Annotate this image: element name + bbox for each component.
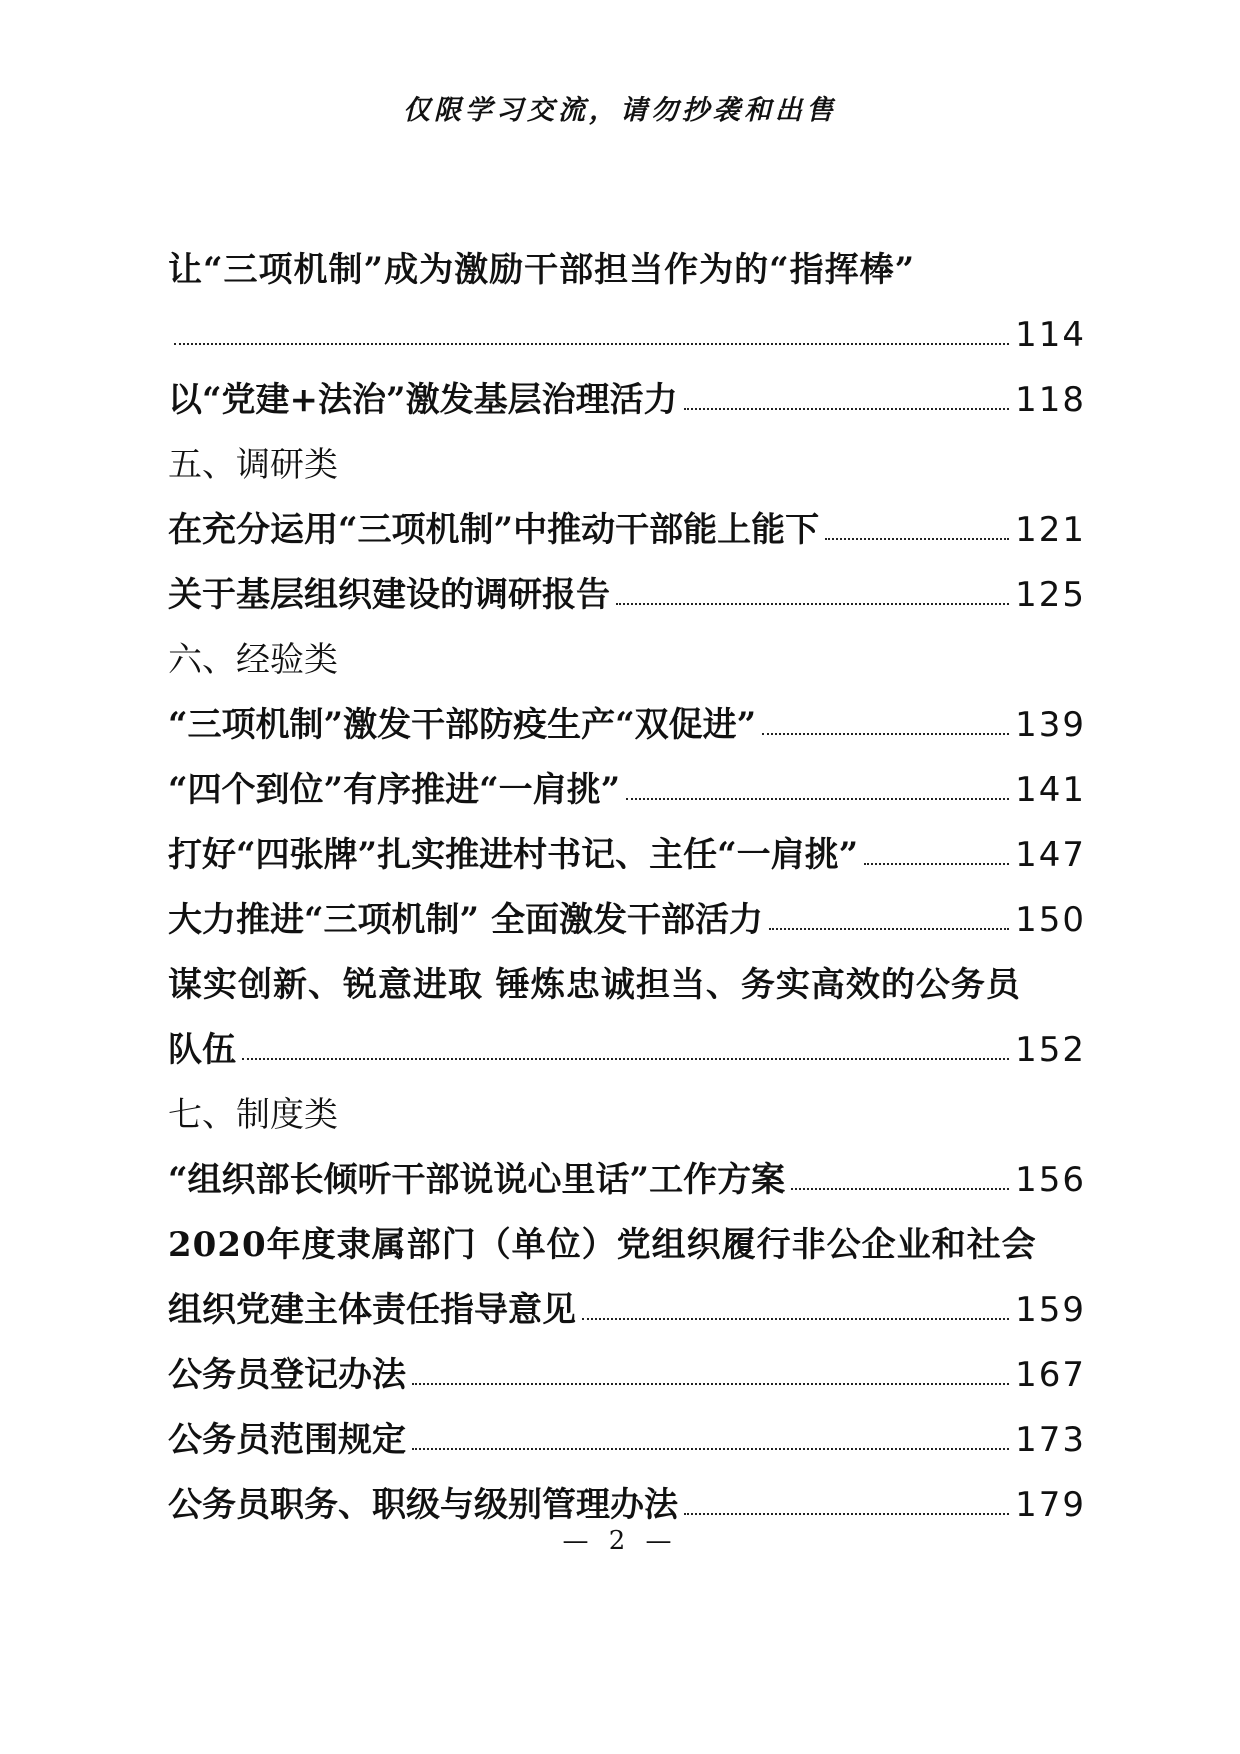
toc-entry — [168, 547, 1086, 615]
dot-leader — [412, 1448, 1009, 1450]
toc-entry — [168, 1327, 1086, 1395]
entry-page-number: 125 — [1015, 575, 1086, 615]
entry-page-number: 173 — [1015, 1420, 1086, 1460]
toc-entry — [168, 1132, 1086, 1200]
entry-title: 大力推进“三项机制” 全面激发干部活力 — [168, 900, 763, 940]
entry-title: 队伍 — [168, 1030, 236, 1070]
dot-leader — [825, 538, 1009, 540]
entry-page-number: 121 — [1015, 510, 1086, 550]
entry-page-number: 118 — [1015, 380, 1086, 420]
dot-leader — [616, 603, 1009, 605]
entry-title: “四个到位”有序推进“一肩挑” — [168, 770, 621, 810]
entry-page-number: 179 — [1015, 1485, 1086, 1525]
toc-section-heading — [168, 1067, 1086, 1135]
section-title: 七、制度类 — [168, 1095, 338, 1135]
entry-title: 在充分运用“三项机制”中推动干部能上能下 — [168, 510, 820, 550]
toc-section-heading — [168, 417, 1086, 485]
toc-entry — [168, 1392, 1086, 1460]
section-title: 六、经验类 — [168, 640, 338, 680]
entry-title: 2020年度隶属部门（单位）党组织履行非公企业和社会 — [168, 1225, 1037, 1265]
entry-title: 以“党建+法治”激发基层治理活力 — [168, 380, 678, 420]
toc-entry — [168, 807, 1086, 875]
dot-leader — [791, 1188, 1009, 1190]
dot-leader — [242, 1058, 1009, 1060]
toc-entry — [168, 287, 1086, 355]
entry-page-number: 150 — [1015, 900, 1086, 940]
entry-title: “组织部长倾听干部说说心里话”工作方案 — [168, 1160, 786, 1200]
dot-leader — [174, 343, 1009, 345]
toc-entry — [168, 1457, 1086, 1525]
toc-entry — [168, 872, 1086, 940]
entry-page-number: 139 — [1015, 705, 1086, 745]
toc-entry — [168, 482, 1086, 550]
toc-entry-line — [168, 1197, 1086, 1265]
entry-title: 组织党建主体责任指导意见 — [168, 1290, 576, 1330]
entry-title: 关于基层组织建设的调研报告 — [168, 575, 610, 615]
toc-entry — [168, 677, 1086, 745]
dot-leader — [412, 1383, 1009, 1385]
toc-section-heading — [168, 612, 1086, 680]
entry-page-number: 152 — [1015, 1030, 1086, 1070]
entry-title: 公务员登记办法 — [168, 1355, 406, 1395]
entry-title: 公务员职务、职级与级别管理办法 — [168, 1485, 678, 1525]
toc-entry-line — [168, 937, 1086, 1005]
dot-leader — [864, 863, 1009, 865]
dot-leader — [684, 408, 1009, 410]
table-of-contents — [168, 222, 1086, 1525]
entry-title: 打好“四张牌”扎实推进村书记、主任“一肩挑” — [168, 835, 859, 875]
toc-entry — [168, 742, 1086, 810]
entry-page-number: 167 — [1015, 1355, 1086, 1395]
page-number: — 2 — — [562, 1526, 678, 1556]
dot-leader — [684, 1513, 1009, 1515]
toc-entry-line — [168, 222, 1086, 290]
dot-leader — [762, 733, 1009, 735]
toc-entry — [168, 352, 1086, 420]
entry-page-number: 141 — [1015, 770, 1086, 810]
entry-title: 谋实创新、锐意进取 锤炼忠诚担当、务实高效的公务员 — [168, 965, 1021, 1005]
entry-page-number: 114 — [1015, 315, 1086, 355]
dot-leader — [769, 928, 1009, 930]
header-notice: 仅限学习交流，请勿抄袭和出售 — [403, 95, 837, 126]
entry-title: “三项机制”激发干部防疫生产“双促进” — [168, 705, 757, 745]
dot-leader — [582, 1318, 1009, 1320]
entry-title: 让“三项机制”成为激励干部担当作为的“指挥棒” — [168, 250, 916, 290]
entry-title: 公务员范围规定 — [168, 1420, 406, 1460]
toc-entry — [168, 1262, 1086, 1330]
section-title: 五、调研类 — [168, 445, 338, 485]
entry-page-number: 159 — [1015, 1290, 1086, 1330]
toc-entry — [168, 1002, 1086, 1070]
entry-page-number: 156 — [1015, 1160, 1086, 1200]
entry-page-number: 147 — [1015, 835, 1086, 875]
dot-leader — [626, 798, 1009, 800]
